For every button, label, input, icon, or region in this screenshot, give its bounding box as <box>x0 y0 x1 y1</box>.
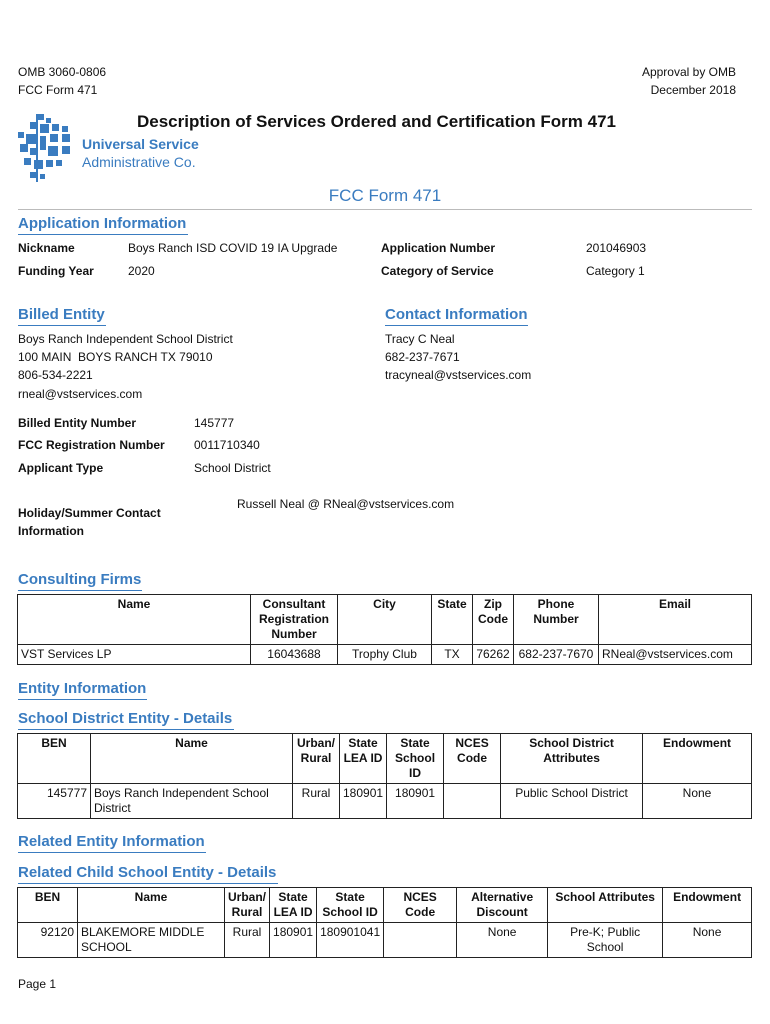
district-state-lea-id: 180901 <box>340 784 387 819</box>
holiday-contact-label-line1: Holiday/Summer Contact <box>18 506 161 520</box>
col-ben: BEN <box>18 888 78 923</box>
col-state-lea-id: State LEA ID <box>270 888 317 923</box>
logo-text-line1: Universal Service <box>82 136 199 152</box>
category-label: Category of Service <box>381 264 494 278</box>
applicant-type-label: Applicant Type <box>18 461 104 475</box>
related-child-school-table <box>17 887 752 958</box>
child-state-school-id: 180901041 <box>317 923 384 958</box>
related-entity-heading: Related Entity Information <box>18 833 205 850</box>
col-alternative-discount: Alternative Discount <box>457 888 548 923</box>
ben-value: 145777 <box>194 416 235 430</box>
related-entity-underline <box>18 852 206 853</box>
school-district-heading-underline <box>18 729 234 730</box>
col-urban-rural: Urban/ Rural <box>293 734 340 784</box>
omb-number: OMB 3060-0806 <box>18 65 107 79</box>
consulting-heading-underline <box>18 590 142 591</box>
col-zip: Zip Code <box>473 595 514 645</box>
school-district-details-heading: School District Entity - Details <box>18 710 233 727</box>
consulting-firms-heading: Consulting Firms <box>18 571 142 588</box>
entity-information-heading: Entity Information <box>18 680 147 697</box>
form-number: FCC Form 471 <box>18 83 98 97</box>
child-ben: 92120 <box>18 923 78 958</box>
contact-information-heading: Contact Information <box>385 306 528 323</box>
district-nces-code <box>444 784 501 819</box>
logo-text-line2: Administrative Co. <box>82 154 196 170</box>
child-urban-rural: Rural <box>225 923 270 958</box>
billed-entity-address: 100 MAIN BOYS RANCH TX 79010 <box>18 350 213 364</box>
col-ben: BEN <box>18 734 91 784</box>
table-row <box>18 923 752 958</box>
header-divider <box>18 209 752 210</box>
col-city: City <box>338 595 432 645</box>
contact-name: Tracy C Neal <box>385 332 455 346</box>
holiday-contact-value: Russell Neal @ RNeal@vstservices.com <box>237 497 455 511</box>
related-child-underline <box>18 883 278 884</box>
col-phone: Phone Number <box>514 595 599 645</box>
school-district-header-row <box>18 734 752 784</box>
col-state-school-id: State School ID <box>317 888 384 923</box>
application-information-heading: Application Information <box>18 215 187 232</box>
usac-logo-mark-icon <box>16 112 80 184</box>
col-urban-rural: Urban/ Rural <box>225 888 270 923</box>
applicant-type-value: School District <box>194 461 271 475</box>
fcc-registration-label: FCC Registration Number <box>18 438 165 452</box>
child-name: BLAKEMORE MIDDLE SCHOOL <box>78 923 225 958</box>
consulting-header-row <box>18 595 752 645</box>
funding-year-label: Funding Year <box>18 264 94 278</box>
col-district-attributes: School District Attributes <box>501 734 643 784</box>
contact-heading-underline <box>385 325 528 326</box>
document-title: Description of Services Ordered and Certification Form 471 <box>137 112 616 131</box>
omb-approval: Approval by OMB <box>641 65 736 79</box>
funding-year-value: 2020 <box>128 264 155 278</box>
school-district-table <box>17 733 752 819</box>
billed-entity-email: rneal@vstservices.com <box>18 387 143 401</box>
col-state-lea-id: State LEA ID <box>340 734 387 784</box>
col-consultant-registration: Consultant Registration Number <box>251 595 338 645</box>
consultant-city: Trophy Club <box>338 645 432 665</box>
child-nces-code <box>384 923 457 958</box>
col-state: State <box>432 595 473 645</box>
category-value: Category 1 <box>586 264 645 278</box>
col-nces-code: NCES Code <box>384 888 457 923</box>
application-heading-underline <box>18 234 188 235</box>
application-number-value: 201046903 <box>586 241 647 255</box>
approval-date: December 2018 <box>650 83 736 97</box>
form-heading: FCC Form 471 <box>328 186 442 205</box>
district-state-school-id: 180901 <box>387 784 444 819</box>
col-name: Name <box>78 888 225 923</box>
entity-heading-underline <box>18 699 147 700</box>
district-attributes: Public School District <box>501 784 643 819</box>
col-name: Name <box>18 595 251 645</box>
col-endowment: Endowment <box>663 888 752 923</box>
district-name: Boys Ranch Independent School District <box>91 784 293 819</box>
related-header-row <box>18 888 752 923</box>
billed-entity-underline <box>18 325 106 326</box>
table-row <box>18 645 752 665</box>
consultant-zip: 76262 <box>473 645 514 665</box>
consultant-registration: 16043688 <box>251 645 338 665</box>
consultant-email: RNeal@vstservices.com <box>599 645 752 665</box>
nickname-label: Nickname <box>18 241 75 255</box>
col-nces-code: NCES Code <box>444 734 501 784</box>
page-number: Page 1 <box>18 977 57 991</box>
consultant-state: TX <box>432 645 473 665</box>
contact-phone: 682-237-7671 <box>385 350 460 364</box>
consulting-firms-table <box>17 594 752 665</box>
child-school-attributes: Pre-K; Public School <box>548 923 663 958</box>
col-email: Email <box>599 595 752 645</box>
district-ben: 145777 <box>18 784 91 819</box>
col-school-attributes: School Attributes <box>548 888 663 923</box>
child-endowment: None <box>663 923 752 958</box>
billed-entity-name: Boys Ranch Independent School District <box>18 332 233 346</box>
billed-entity-heading: Billed Entity <box>18 306 105 323</box>
application-number-label: Application Number <box>381 241 496 255</box>
consultant-phone: 682-237-7670 <box>514 645 599 665</box>
district-urban-rural: Rural <box>293 784 340 819</box>
district-endowment: None <box>643 784 752 819</box>
nickname-value: Boys Ranch ISD COVID 19 IA Upgrade <box>128 241 338 255</box>
child-state-lea-id: 180901 <box>270 923 317 958</box>
billed-entity-phone: 806-534-2221 <box>18 368 93 382</box>
col-name: Name <box>91 734 293 784</box>
ben-label: Billed Entity Number <box>18 416 137 430</box>
col-state-school-id: State School ID <box>387 734 444 784</box>
related-child-school-heading: Related Child School Entity - Details <box>18 864 277 881</box>
holiday-contact-label-line2: Information <box>18 524 84 538</box>
table-row <box>18 784 752 819</box>
consultant-name: VST Services LP <box>18 645 251 665</box>
fcc-registration-value: 0011710340 <box>194 438 260 452</box>
child-alternative-discount: None <box>457 923 548 958</box>
col-endowment: Endowment <box>643 734 752 784</box>
contact-email: tracyneal@vstservices.com <box>385 368 532 382</box>
